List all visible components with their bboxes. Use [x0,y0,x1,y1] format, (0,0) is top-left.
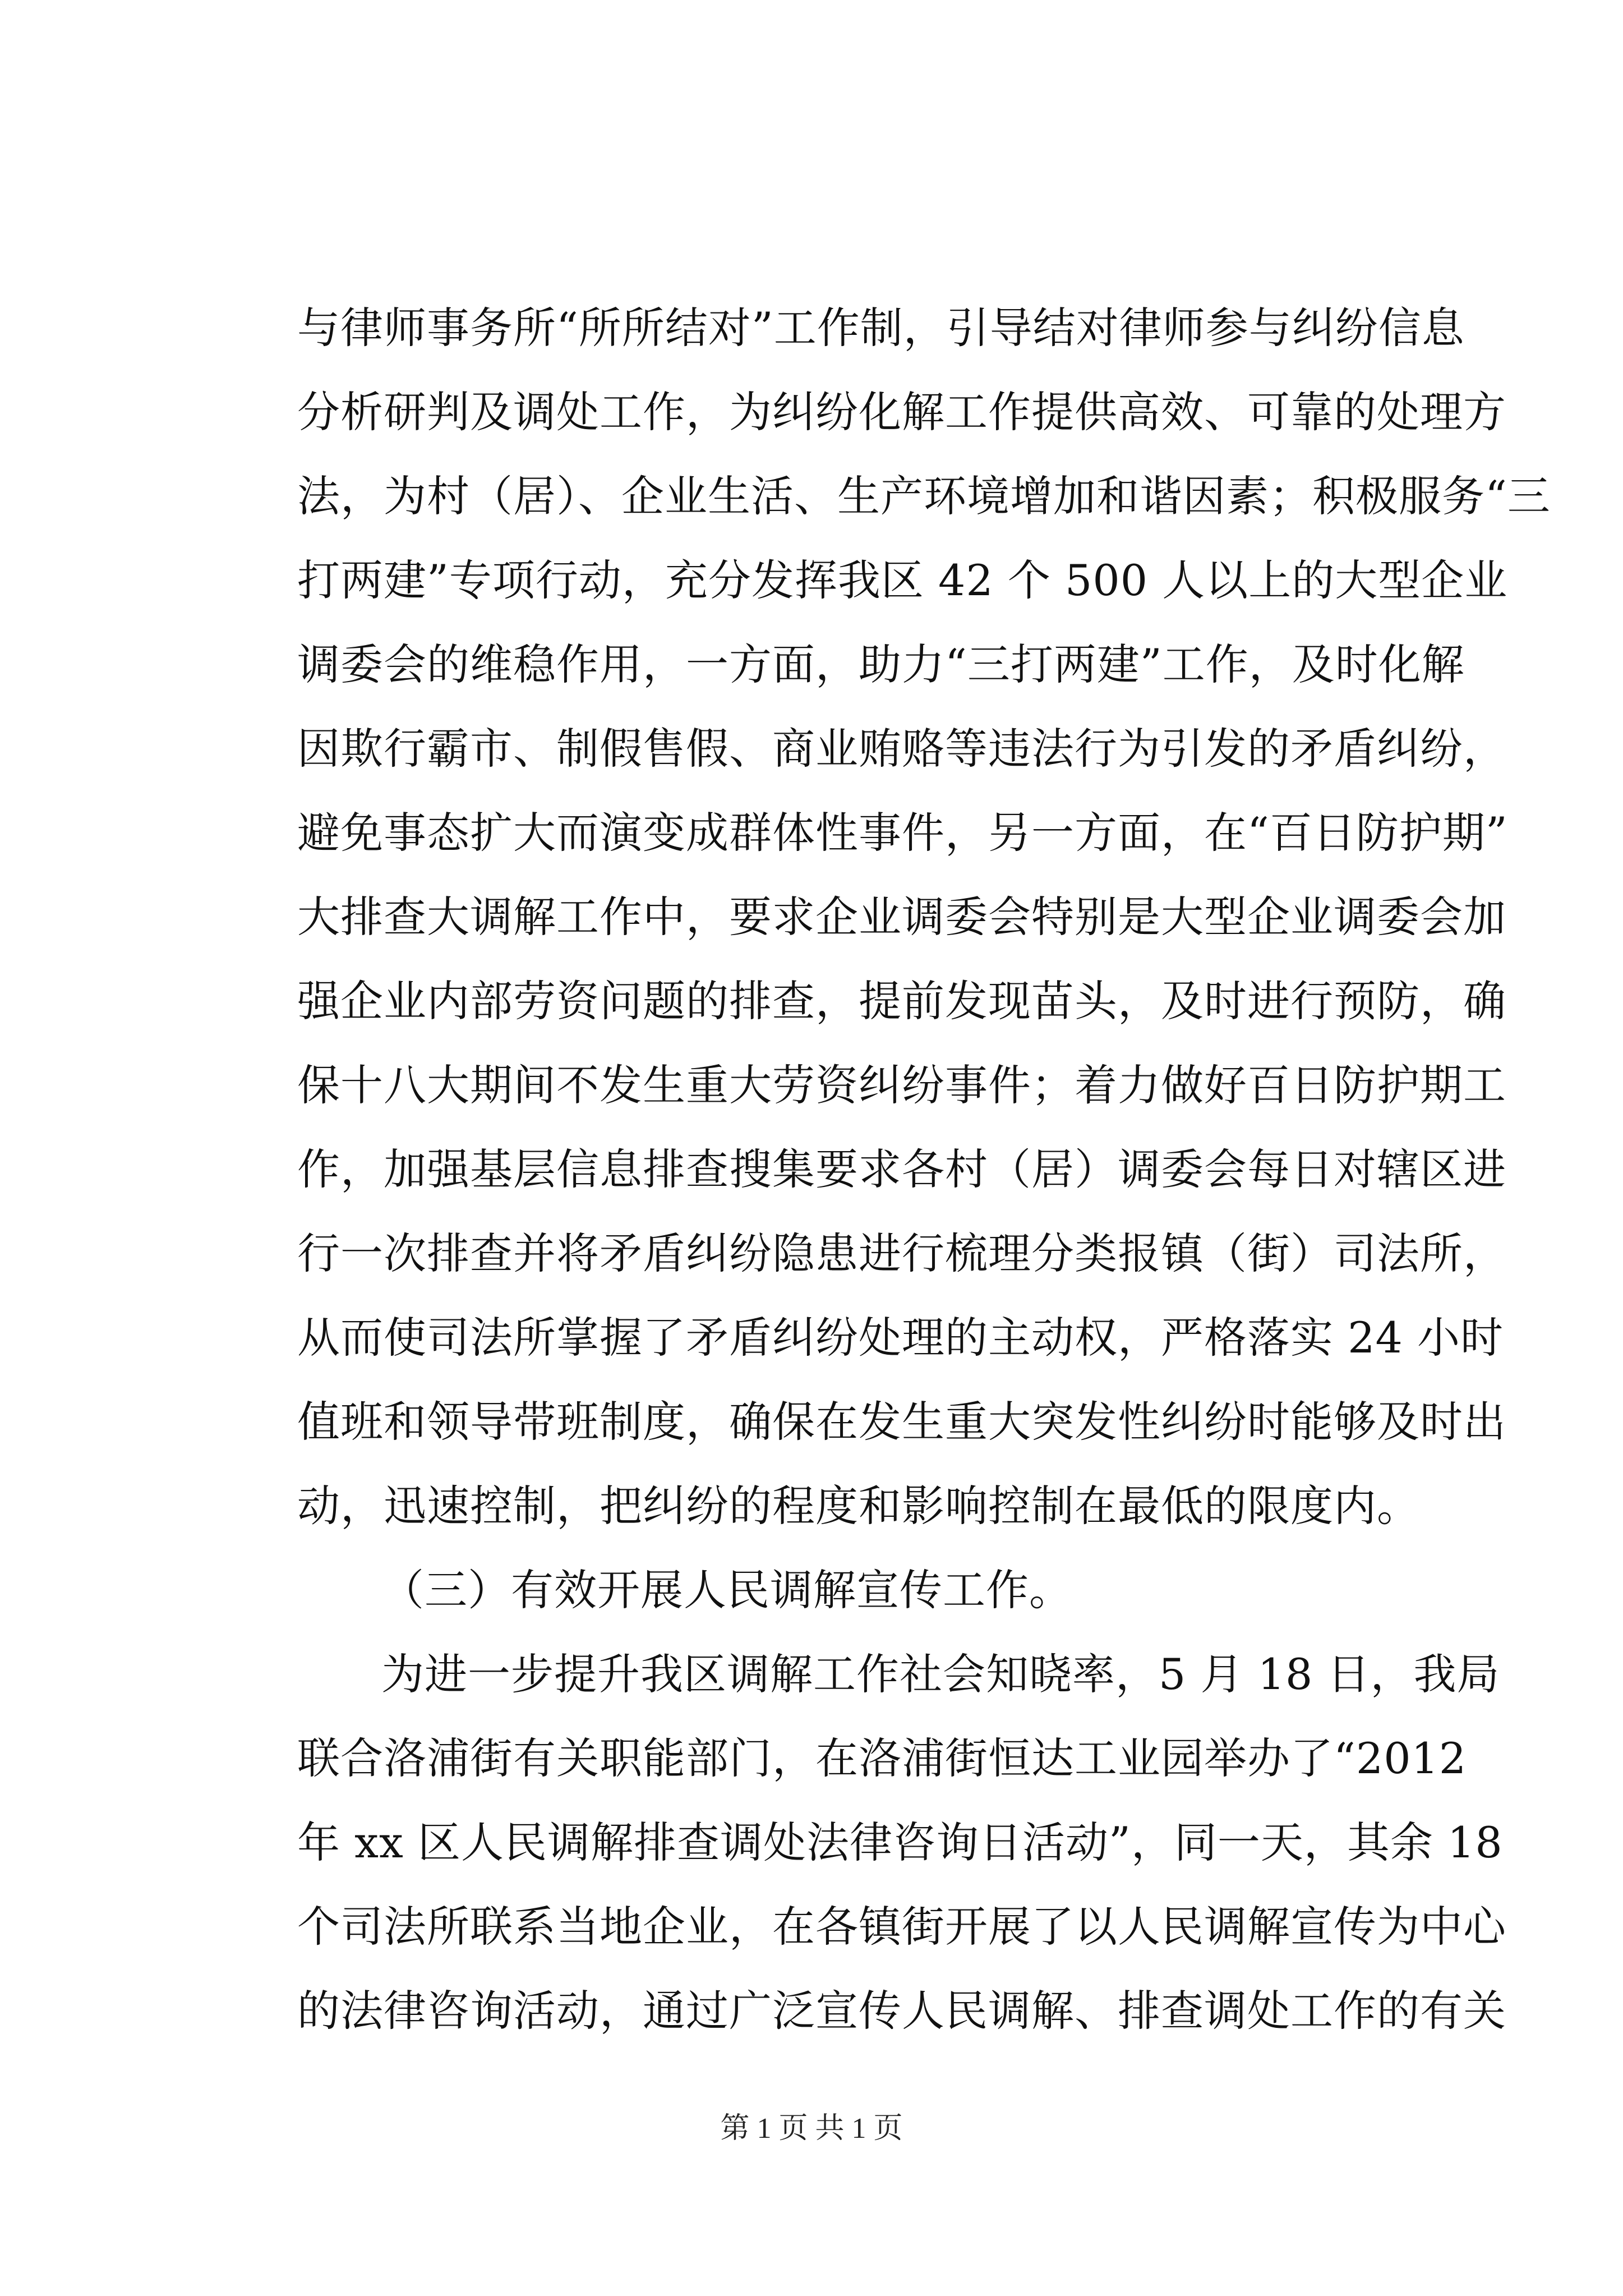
section-heading: （三）有效开展人民调解宣传工作。 [381,1565,1072,1615]
text-line: 打两建”专项行动，充分发挥我区 42 个 500 人以上的大型企业 [297,555,1508,605]
text-line: 作，加强基层信息排查搜集要求各村（居）调委会每日对辖区进 [297,1144,1506,1194]
text-line: 为进一步提升我区调解工作社会知晓率，5 月 18 日，我局 [381,1649,1500,1699]
text-line: 从而使司法所掌握了矛盾纠纷处理的主动权，严格落实 24 小时 [297,1313,1504,1363]
text-line: 联合洛浦街有关职能部门，在洛浦街恒达工业园举办了“2012 [297,1733,1467,1783]
text-line: 调委会的维稳作用，一方面，助力“三打两建”工作，及时化解 [297,639,1465,689]
text-line: 与律师事务所“所所结对”工作制，引导结对律师参与纠纷信息 [297,303,1465,353]
text-line: 保十八大期间不发生重大劳资纠纷事件；着力做好百日防护期工 [297,1060,1506,1110]
text-line: 行一次排查并将矛盾纠纷隐患进行梳理分类报镇（街）司法所， [297,1228,1506,1278]
text-line: 的法律咨询活动，通过广泛宣传人民调解、排查调处工作的有关 [297,1986,1506,2036]
text-line: 个司法所联系当地企业，在各镇街开展了以人民调解宣传为中心 [297,1902,1506,1952]
text-line: 分析研判及调处工作，为纠纷化解工作提供高效、可靠的处理方 [297,387,1506,437]
text-line: 因欺行霸市、制假售假、商业贿赂等违法行为引发的矛盾纠纷， [297,724,1506,774]
page-footer: 第 1 页 共 1 页 [720,2113,903,2145]
text-line: 法，为村（居）、企业生活、生产环境增加和谐因素；积极服务“三 [297,471,1551,521]
text-line: 年 xx 区人民调解排查调处法律咨询日活动”，同一天，其余 18 [297,1818,1503,1867]
text-line: 大排查大调解工作中，要求企业调委会特别是大型企业调委会加 [297,892,1506,942]
text-line: 值班和领导带班制度，确保在发生重大突发性纠纷时能够及时出 [297,1397,1506,1447]
text-line: 强企业内部劳资问题的排查，提前发现苗头，及时进行预防，确 [297,976,1506,1026]
body-text [297,286,1551,2053]
text-line: 避免事态扩大而演变成群体性事件，另一方面，在“百日防护期” [297,808,1508,858]
text-line: 动，迅速控制，把纠纷的程度和影响控制在最低的限度内。 [297,1481,1420,1531]
